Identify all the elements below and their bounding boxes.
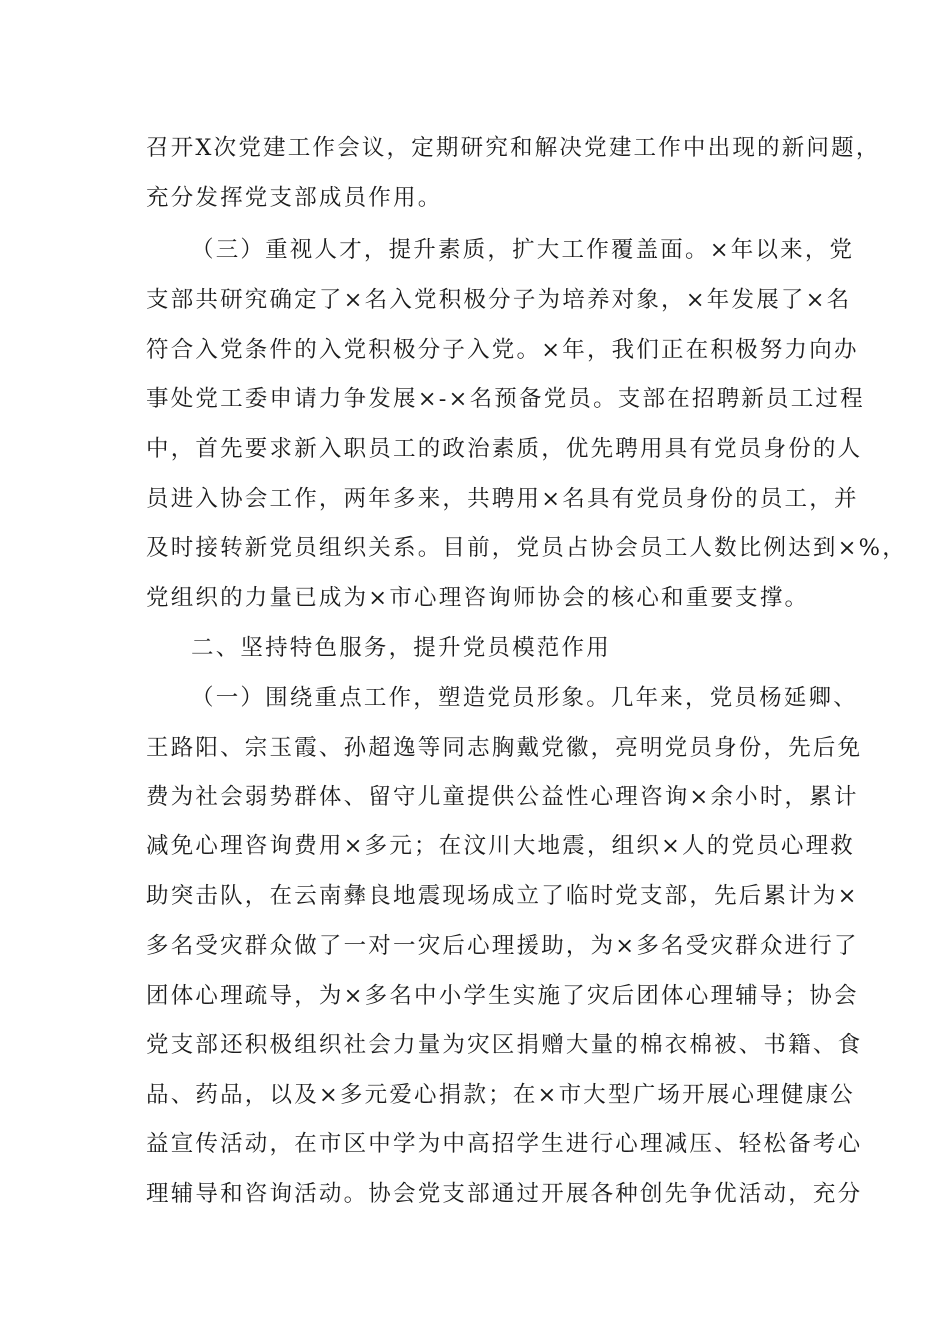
text-line: 支部共研究确定了×名入党积极分子为培养对象，×年发展了×名: [146, 287, 852, 313]
text-line: 品、药品，以及×多元爱心捐款；在×市大型广场开展心理健康公: [146, 1082, 856, 1108]
text-line: 王路阳、宗玉霞、孙超逸等同志胸戴党徽，亮明党员身份，先后免: [146, 735, 863, 761]
text-line: 理辅导和咨询活动。协会党支部通过开展各种创先争优活动，充分: [146, 1181, 863, 1207]
text-line: 及时接转新党员组织关系。目前，党员占协会员工人数比例达到×%，: [146, 535, 907, 561]
section-heading: 二、坚持特色服务，提升党员模范作用: [191, 635, 611, 661]
text-line: 党支部还积极组织社会力量为灾区捐赠大量的棉衣棉被、书籍、食: [146, 1032, 863, 1058]
text-line: 团体心理疏导，为×多名中小学生实施了灾后团体心理辅导；协会: [146, 983, 859, 1009]
section-heading-line: （三）重视人才，提升素质，扩大工作覆盖面。×年以来，党: [191, 237, 855, 263]
text-line: 事处党工委申请力争发展×-×名预备党员。支部在招聘新员工过程: [146, 386, 865, 412]
text-line: 党组织的力量已成为×市心理咨询师协会的核心和重要支撑。: [146, 585, 810, 611]
text-line: 益宣传活动，在市区中学为中高招学生进行心理减压、轻松备考心: [146, 1131, 863, 1157]
text-line: 中，首先要求新入职员工的政治素质，优先聘用具有党员身份的人: [146, 436, 863, 462]
text-line: 减免心理咨询费用×多元；在汶川大地震，组织×人的党员心理救: [146, 833, 856, 859]
text-line: 员进入协会工作，两年多来，共聘用×名具有党员身份的员工，并: [146, 486, 859, 512]
text-line: 召开Ⅹ次党建工作会议，定期研究和解决党建工作中出现的新问题，: [146, 135, 881, 161]
section-heading-line: （一）围绕重点工作，塑造党员形象。几年来，党员杨延卿、: [191, 685, 858, 711]
text-line: 多名受灾群众做了一对一灾后心理援助，为×多名受灾群众进行了: [146, 933, 859, 959]
text-line: 费为社会弱势群体、留守儿童提供公益性心理咨询×余小时，累计: [146, 784, 859, 810]
text-line: 助突击队，在云南彝良地震现场成立了临时党支部，先后累计为×: [146, 883, 859, 909]
text-line: 符合入党条件的入党积极分子入党。×年，我们正在积极努力向办: [146, 337, 859, 363]
text-line: 充分发挥党支部成员作用。: [146, 185, 443, 211]
